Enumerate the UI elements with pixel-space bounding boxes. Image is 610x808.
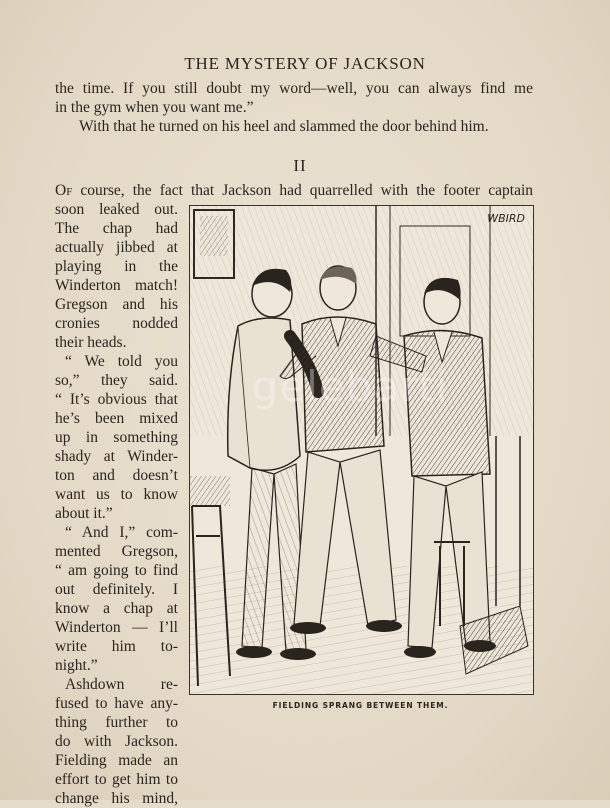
column-line: know a chap at: [55, 600, 178, 617]
column-line: he’s been mixed: [55, 410, 178, 427]
column-line: effort to get him to: [55, 771, 178, 788]
column-line: write him to-: [55, 638, 178, 655]
column-line: soon leaked out.: [55, 201, 178, 218]
column-line: actually jibbed at: [55, 239, 178, 256]
column-line: “ We told you: [65, 353, 178, 370]
column-line: fused to have any-: [55, 695, 178, 712]
text-line: the time. If you still doubt my word—well, you can always find me: [55, 80, 533, 97]
illustration: [189, 205, 534, 695]
column-line: Winderton match!: [55, 277, 178, 294]
chapter-number: II: [293, 156, 307, 175]
watermark: gelebarti: [251, 362, 449, 411]
column-line: thing further to: [55, 714, 178, 731]
column-line: night.”: [55, 657, 98, 674]
column-line: Winderton — I’ll: [55, 619, 178, 636]
column-line: cronies nodded: [55, 315, 178, 332]
column-line: Gregson and his: [55, 296, 178, 313]
column-line: Ashdown re-: [65, 676, 178, 693]
column-line: mented Gregson,: [55, 543, 178, 560]
column-line: Fielding made an: [55, 752, 178, 769]
column-line: “ And I,” com-: [65, 524, 178, 541]
text-column: [55, 200, 178, 808]
column-line: playing in the: [55, 258, 178, 275]
paragraph-door-slam: With that he turned on his heel and slammed the door behind him.: [79, 118, 489, 135]
column-line: ton and doesn’t: [55, 467, 178, 484]
column-line: about it.”: [55, 505, 113, 522]
column-line: change his mind,: [55, 790, 178, 807]
column-line: out definitely. I: [55, 581, 178, 598]
column-line: their heads.: [55, 334, 127, 351]
column-line: “ am going to find: [55, 562, 178, 579]
illustration-drawing: [190, 206, 533, 694]
running-head: THE MYSTERY OF JACKSON: [184, 54, 426, 73]
paragraph-chapter-start: [55, 181, 533, 200]
text-line: in the gym when you want me.”: [55, 99, 254, 116]
drop-word: Of: [55, 182, 73, 199]
column-line: up in something: [55, 429, 178, 446]
column-line: “ It’s obvious that: [55, 391, 178, 408]
column-line: so,” they said.: [55, 372, 178, 389]
column-line: do with Jackson.: [55, 733, 178, 750]
paragraph-text: course, the fact that Jackson had quarrelled with the footer captain: [72, 182, 533, 199]
column-line: shady at Winder-: [55, 448, 178, 465]
column-line: want us to know: [55, 486, 178, 503]
paragraph-opening: [55, 79, 533, 117]
artist-signature: WBIRD: [487, 212, 525, 225]
column-line: The chap had: [55, 220, 178, 237]
illustration-caption: FIELDING SPRANG BETWEEN THEM.: [272, 701, 449, 710]
